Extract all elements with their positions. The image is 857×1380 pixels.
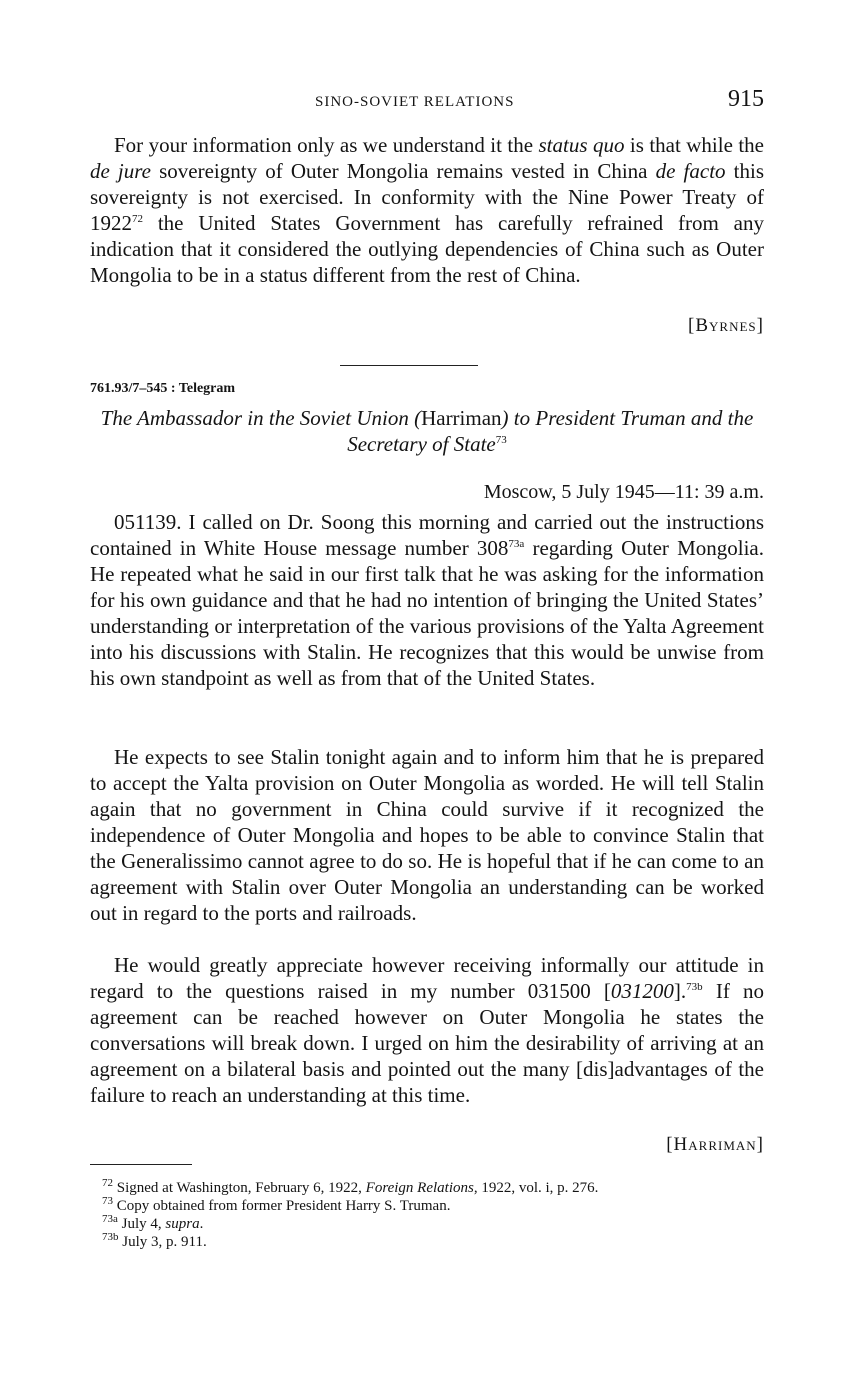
footnote: $^{73b}$ July 3, p. 911. bbox=[102, 1231, 207, 1250]
paragraph-stalin: He expects to see Stalin tonight again and to inform him that he is prepared to accept the Yalta provision on Outer Mongolia as worded. He will tell Stalin again that no government in China could survive if it recognized the independence of Outer Mongolia and hopes to be able to convince Stalin that the Generalissimo cannot agree to do so. He is hopeful that if he can come to an agreement with Stalin over Outer Mongolia an understanding can be worked out in regard to the ports and railroads. bbox=[90, 745, 764, 925]
footnote-rule bbox=[90, 1164, 192, 1165]
footnote-ref: 72 bbox=[132, 213, 143, 225]
running-head bbox=[90, 86, 764, 120]
section-divider bbox=[340, 365, 478, 366]
footnote-ref: 73 bbox=[495, 434, 507, 446]
footnote: $^{73a}$ July 4, supra. bbox=[102, 1213, 204, 1232]
footnote-ref: 73b bbox=[686, 981, 703, 993]
signoff-harriman: [Harriman] bbox=[666, 1134, 764, 1155]
paragraph-telegram-body: 051139. I called on Dr. Soong this morning and carried out the instructions contained in White House message number $308^{73a}$ regarding Outer Mongolia. He repeated what he said in our first talk that he was asking for the information for his own guidance and that he had no intention of bringing the United States’ understanding or interpretation of the various provisions of the Yalta Agreement into his discussions with Stalin. He recognizes that this would be unwise from his own standpoint as well as from that of the United States. bbox=[90, 510, 764, 690]
footnote: $^{72}$ Signed at Washington, February 6, 1922, Foreign Relations, 1922, vol. i, p. 276. bbox=[102, 1177, 599, 1196]
paragraph-appreciate: He would greatly appreciate however receiving informally our attitude in regard to the questions raised in my number 031500 [031200].$^{73b}$ If no agreement can be reached however on Outer Mongolia he states the conversations will break down. I urged on him the desirability of arriving at an agreement on a bilateral basis and pointed out the many [dis]advantages of the failure to reach an understanding at this time. bbox=[90, 953, 764, 1107]
document-heading: The Ambassador in the Soviet Union (Harriman) to President Truman and the Secretary of State$^{73}$ bbox=[100, 406, 754, 456]
document-reference: 761.93/7–545 : Telegram bbox=[90, 381, 236, 396]
paragraph-status-quo: For your information only as we understand it the status quo is that while the de jure sovereignty of Outer Mongolia remains vested in China de facto this sovereignty is not exercised. In conformity with the Nine Power Treaty of 1922$^{72}$ the United States Government has carefully refrained from any indication that it considered the outlying dependencies of China such as Outer Mongolia to be in a status different from the rest of China. bbox=[90, 133, 765, 287]
footnotes bbox=[90, 1179, 764, 1251]
page-number: 915 bbox=[728, 86, 764, 112]
footnote: $^{73}$ Copy obtained from former President Harry S. Truman. bbox=[102, 1195, 451, 1214]
footnote-ref: 73a bbox=[508, 538, 525, 550]
signoff-byrnes: [Byrnes] bbox=[688, 315, 764, 336]
dateline: Moscow, 5 July 1945—11: 39 a.m. bbox=[483, 481, 764, 503]
running-title: SINO-SOVIET RELATIONS bbox=[315, 94, 515, 110]
